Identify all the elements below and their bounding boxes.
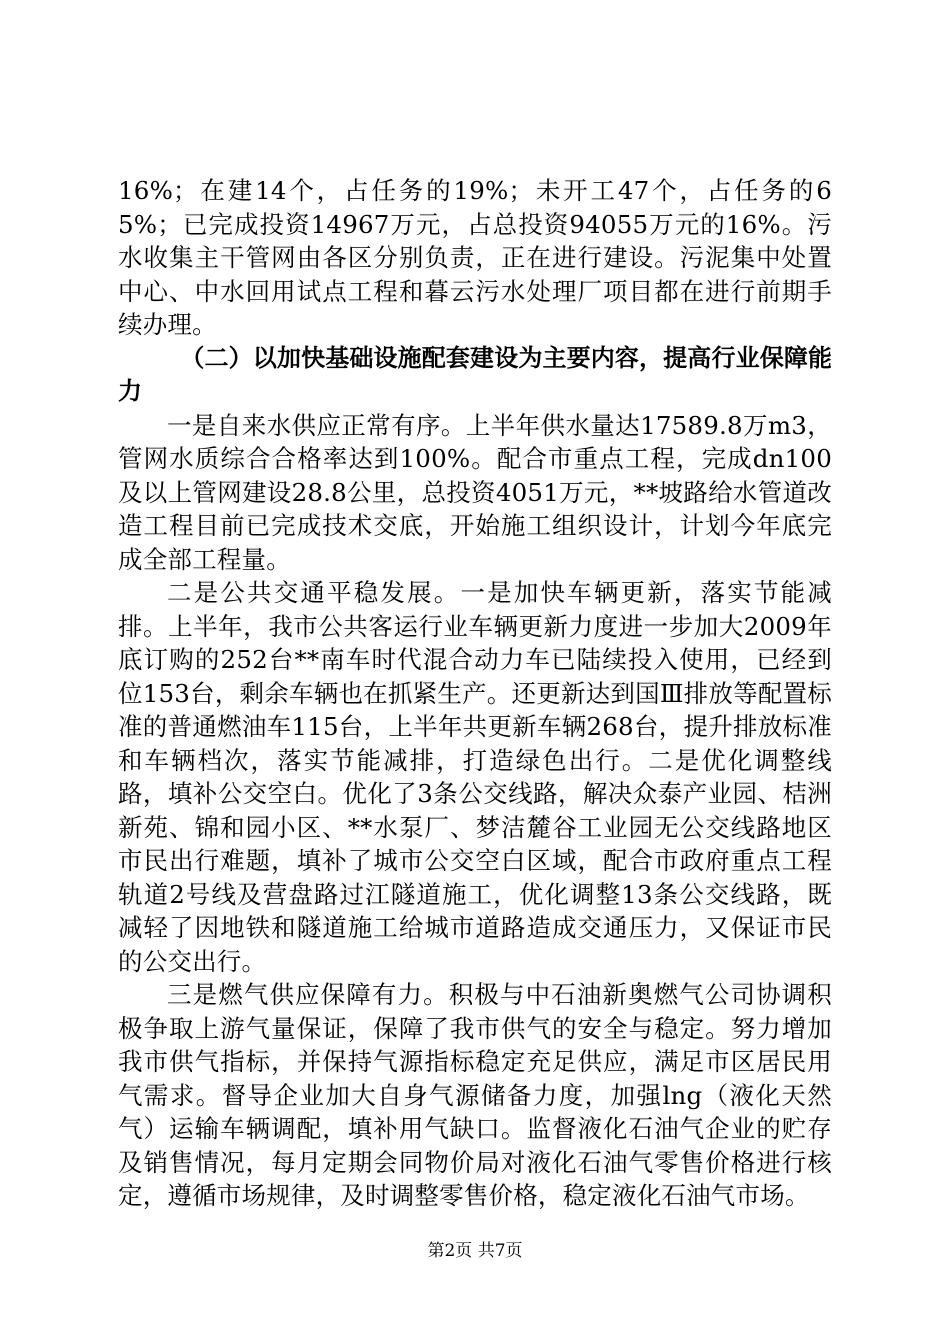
paragraph-gas-supply: 三是燃气供应保障有力。积极与中石油新奥燃气公司协调积极争取上游气量保证，保障了我市供气的安全与稳定。努力增加我市供气指标，并保持气源指标稳定充足供应，满足市区居民用气需求。督导企业加大自身气源储备力度，加强lng（液化天然气）运输车辆调配，填补用气缺口。监督液化石油气企业的贮存及销售情况，每月定期会同物价局对液化石油气零售价格进行核定，遵循市场规律，及时调整零售价格，稳定液化石油气市场。 bbox=[118, 980, 832, 1210]
paragraph-continued: 16%；在建14个，占任务的19%；未开工47个，占任务的65%；已完成投资14967万元，占总投资94055万元的16%。污水收集主干管网由各区分别负责，正在进行建设。污泥集中处置中心、中水回用试点工程和暮云污水处理厂项目都在进行前期手续办理。 bbox=[118, 176, 832, 339]
paragraph-public-transport: 二是公共交通平稳发展。一是加快车辆更新，落实节能减排。上半年，我市公共客运行业车辆更新力度进一步加大2009年底订购的252台**南车时代混合动力车已陆续投入使用，已经到位153台，剩余车辆也在抓紧生产。还更新达到国Ⅲ排放等配置标准的普通燃油车115台，上半年共更新车辆268台，提升排放标准和车辆档次，落实节能减排，打造绿色出行。二是优化调整线路，填补公交空白。优化了3条公交线路，解决众泰产业园、桔洲新苑、锦和园小区、**水泵厂、梦洁麓谷工业园无公交线路地区市民出行难题，填补了城市公交空白区域，配合市政府重点工程轨道2号线及营盘路过江隧道施工，优化调整13条公交线路，既减轻了因地铁和隧道施工给城市道路造成交通压力，又保证市民的公交出行。 bbox=[118, 578, 832, 976]
section-heading: （二）以加快基础设施配套建设为主要内容，提高行业保障能力 bbox=[118, 343, 832, 405]
document-body bbox=[118, 174, 832, 1213]
paragraph-water-supply: 一是自来水供应正常有序。上半年供水量达17589.8万m3，管网水质综合合格率达到100%。配合市重点工程，完成dn100及以上管网建设28.8公里，总投资4051万元，**坡路给水管道改造工程目前已完成技术交底，开始施工组织设计，计划今年底完成全部工程量。 bbox=[118, 410, 832, 574]
page-footer: 第2页 共7页 bbox=[427, 1241, 523, 1261]
